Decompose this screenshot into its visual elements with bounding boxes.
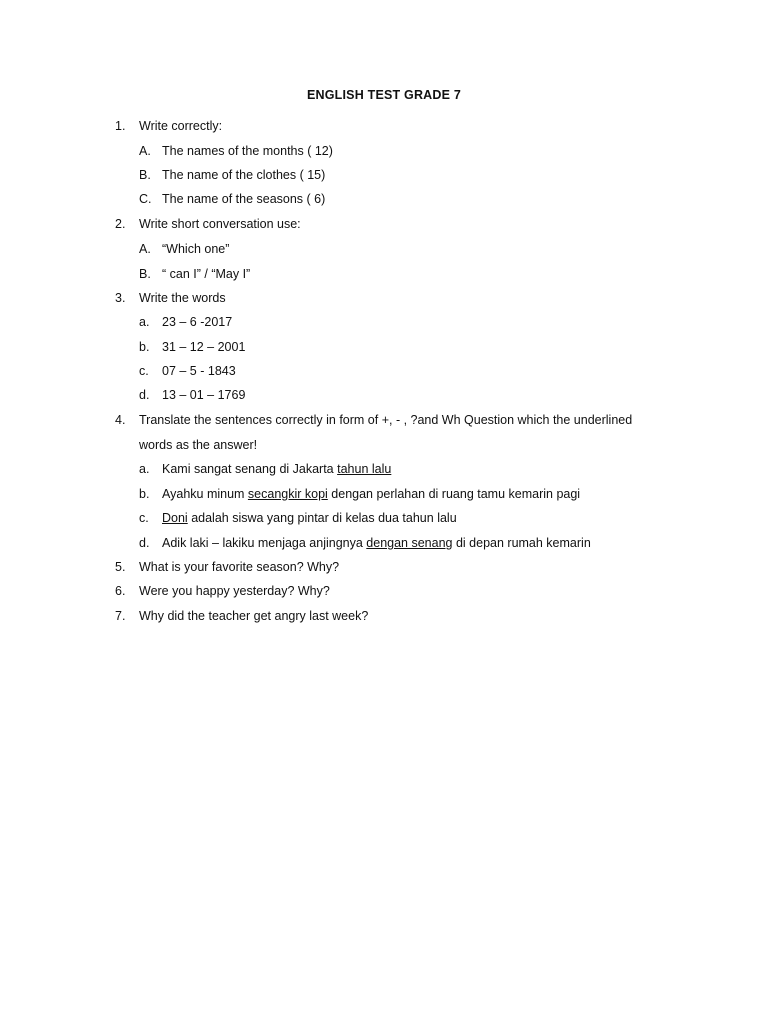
underlined-answer: secangkir kopi xyxy=(247,487,328,501)
question-text: What is your favorite season? Why? xyxy=(139,560,340,574)
item-label: A. xyxy=(139,242,151,256)
item-label: B. xyxy=(139,267,151,281)
item-text-after: adalah siswa yang pintar di kelas dua tahun lalu xyxy=(187,511,457,525)
question-number: 4. xyxy=(115,413,126,427)
item-text xyxy=(162,535,591,551)
page-title: ENGLISH TEST GRADE 7 xyxy=(306,88,462,102)
question-number: 1. xyxy=(115,119,126,133)
item-label: b. xyxy=(139,487,150,501)
item-label: a. xyxy=(139,315,150,329)
question-text: Write the words xyxy=(139,291,226,305)
question-number: 7. xyxy=(115,609,126,623)
item-text xyxy=(162,486,580,502)
item-text-after: di depan rumah kemarin xyxy=(452,536,591,550)
item-text-before: Adik laki – lakiku menjaga anjingnya xyxy=(162,536,367,550)
item-label: C. xyxy=(139,192,152,206)
question-text: Write correctly: xyxy=(139,119,223,133)
question-number: 5. xyxy=(115,560,126,574)
question-number: 6. xyxy=(115,584,126,598)
item-text-after: dengan perlahan di ruang tamu kemarin pagi xyxy=(327,487,581,501)
item-text: The name of the seasons ( 6) xyxy=(162,192,326,206)
item-label: B. xyxy=(139,168,151,182)
item-label: d. xyxy=(139,536,150,550)
item-label: a. xyxy=(139,462,150,476)
item-label: b. xyxy=(139,340,150,354)
item-text: 23 – 6 -2017 xyxy=(162,315,233,329)
item-label: d. xyxy=(139,388,150,402)
item-text: 07 – 5 - 1843 xyxy=(162,364,236,378)
item-label: A. xyxy=(139,144,151,158)
item-text: 31 – 12 – 2001 xyxy=(162,340,246,354)
item-text-before: Ayahku minum xyxy=(162,487,248,501)
item-text: The name of the clothes ( 15) xyxy=(162,168,326,182)
question-number: 3. xyxy=(115,291,126,305)
question-text: Were you happy yesterday? Why? xyxy=(139,584,330,598)
question-text-line-1: Translate the sentences correctly in form of +, - , ?and Wh Question which the underlined xyxy=(139,413,633,427)
question-text: Why did the teacher get angry last week? xyxy=(139,609,369,623)
item-text-before: Kami sangat senang di Jakarta xyxy=(162,462,338,476)
question-text: Write short conversation use: xyxy=(139,217,301,231)
item-label: c. xyxy=(139,364,149,378)
question-text-line-2: words as the answer! xyxy=(139,438,258,452)
item-text xyxy=(162,510,457,526)
underlined-answer: tahun lalu xyxy=(337,462,392,476)
question-number: 2. xyxy=(115,217,126,231)
item-text: 13 – 01 – 1769 xyxy=(162,388,246,402)
item-text xyxy=(162,461,391,477)
item-text: “Which one” xyxy=(162,242,230,256)
underlined-answer: Doni xyxy=(162,511,188,525)
item-text: The names of the months ( 12) xyxy=(162,144,333,158)
item-label: c. xyxy=(139,511,149,525)
underlined-answer: dengan senang xyxy=(366,536,453,550)
item-text: “ can I” / “May I” xyxy=(162,267,251,281)
